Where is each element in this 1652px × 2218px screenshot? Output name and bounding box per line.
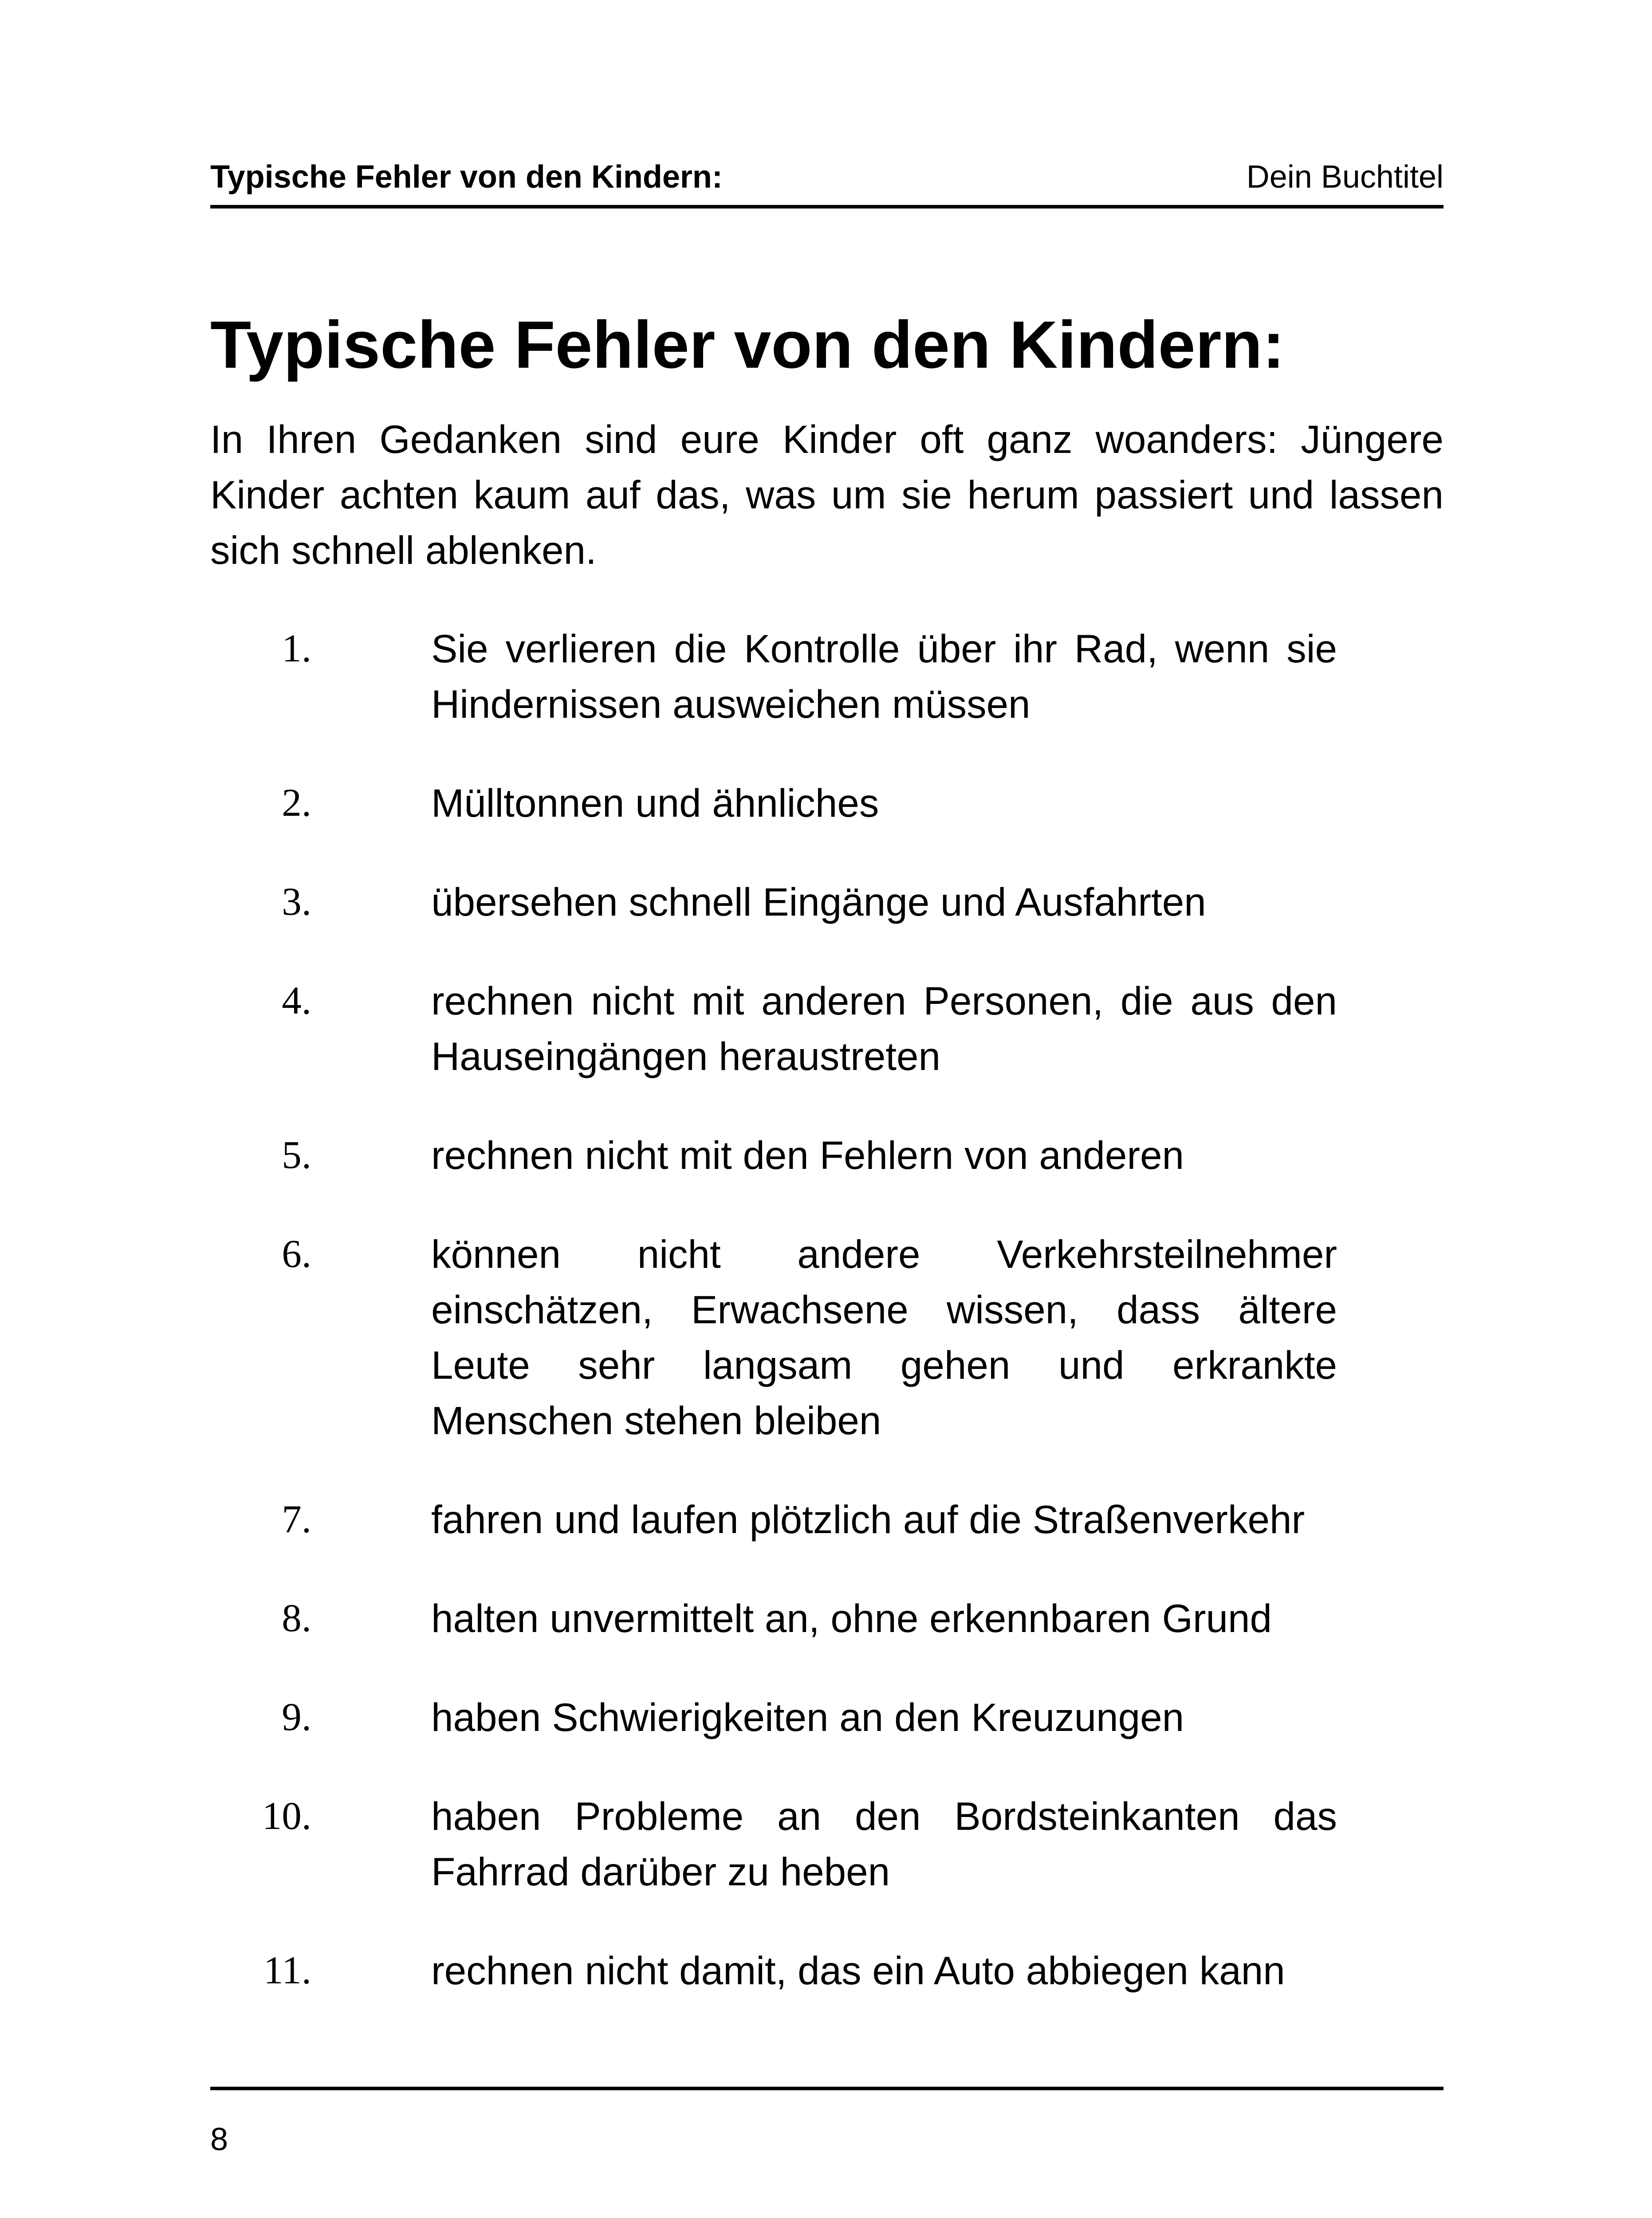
- list-item-number: 3.: [282, 880, 311, 924]
- list-item: [210, 1591, 1337, 1646]
- list-item-text: können nicht andere Verkehrsteilnehmer einschätzen, Erwachsene wissen, dass ältere Leute sehr langsam gehen und erkrankte Menschen stehen bleiben: [431, 1232, 1337, 1443]
- list-item-text: Sie verlieren die Kontrolle über ihr Rad, wenn sie Hindernissen ausweichen müssen: [431, 626, 1337, 726]
- list-item: [210, 1789, 1337, 1899]
- list-item-number: 5.: [282, 1133, 311, 1177]
- list-item: [210, 621, 1337, 732]
- list-item: [210, 973, 1337, 1084]
- list-item-number: 11.: [264, 1949, 311, 1992]
- chapter-title: Typische Fehler von den Kindern:: [210, 307, 1285, 382]
- list-item-number: 7.: [282, 1498, 311, 1541]
- list-item: [210, 1943, 1337, 1998]
- list-item: [210, 874, 1337, 930]
- list-item-text: rechnen nicht damit, das ein Auto abbiegen kann: [431, 1948, 1285, 1993]
- header-rule: [210, 205, 1444, 208]
- list-item-text: rechnen nicht mit anderen Personen, die aus den Hauseingängen heraustreten: [431, 979, 1337, 1078]
- list-item-text: übersehen schnell Eingänge und Ausfahrten: [431, 880, 1206, 924]
- list-item-number: 8.: [282, 1597, 311, 1640]
- running-header-book-title: Dein Buchtitel: [1246, 159, 1444, 195]
- list-item-text: Mülltonnen und ähnliches: [431, 781, 879, 825]
- list-item-text: haben Probleme an den Bordsteinkanten das Fahrrad darüber zu heben: [431, 1794, 1337, 1894]
- list-item-number: 10.: [262, 1794, 311, 1838]
- list-item-text: haben Schwierigkeiten an den Kreuzungen: [431, 1695, 1184, 1739]
- list-item-number: 2.: [282, 781, 311, 825]
- footer-rule: [210, 2087, 1444, 2090]
- list-item: [210, 1227, 1337, 1448]
- numbered-list: [210, 621, 1337, 2042]
- page-number: 8: [210, 2122, 228, 2157]
- intro-paragraph: In Ihren Gedanken sind eure Kinder oft ganz woanders: Jüngere Kinder achten kaum auf das, was um sie herum passiert und lassen sich schnell ablenken.: [210, 417, 1444, 572]
- running-header: [210, 153, 1444, 202]
- list-item-text: halten unvermittelt an, ohne erkennbaren Grund: [431, 1596, 1272, 1640]
- list-item: [210, 1690, 1337, 1745]
- list-item: [210, 775, 1337, 831]
- list-item-number: 1.: [282, 627, 311, 670]
- list-item-text: rechnen nicht mit den Fehlern von anderen: [431, 1133, 1184, 1177]
- list-item: [210, 1128, 1337, 1183]
- list-item-number: 9.: [282, 1695, 311, 1739]
- list-item: [210, 1492, 1337, 1547]
- list-item-number: 6.: [282, 1232, 311, 1276]
- running-header-chapter: Typische Fehler von den Kindern:: [210, 159, 723, 195]
- list-item-text: fahren und laufen plötzlich auf die Straßenverkehr: [431, 1497, 1305, 1542]
- list-item-number: 4.: [282, 979, 311, 1022]
